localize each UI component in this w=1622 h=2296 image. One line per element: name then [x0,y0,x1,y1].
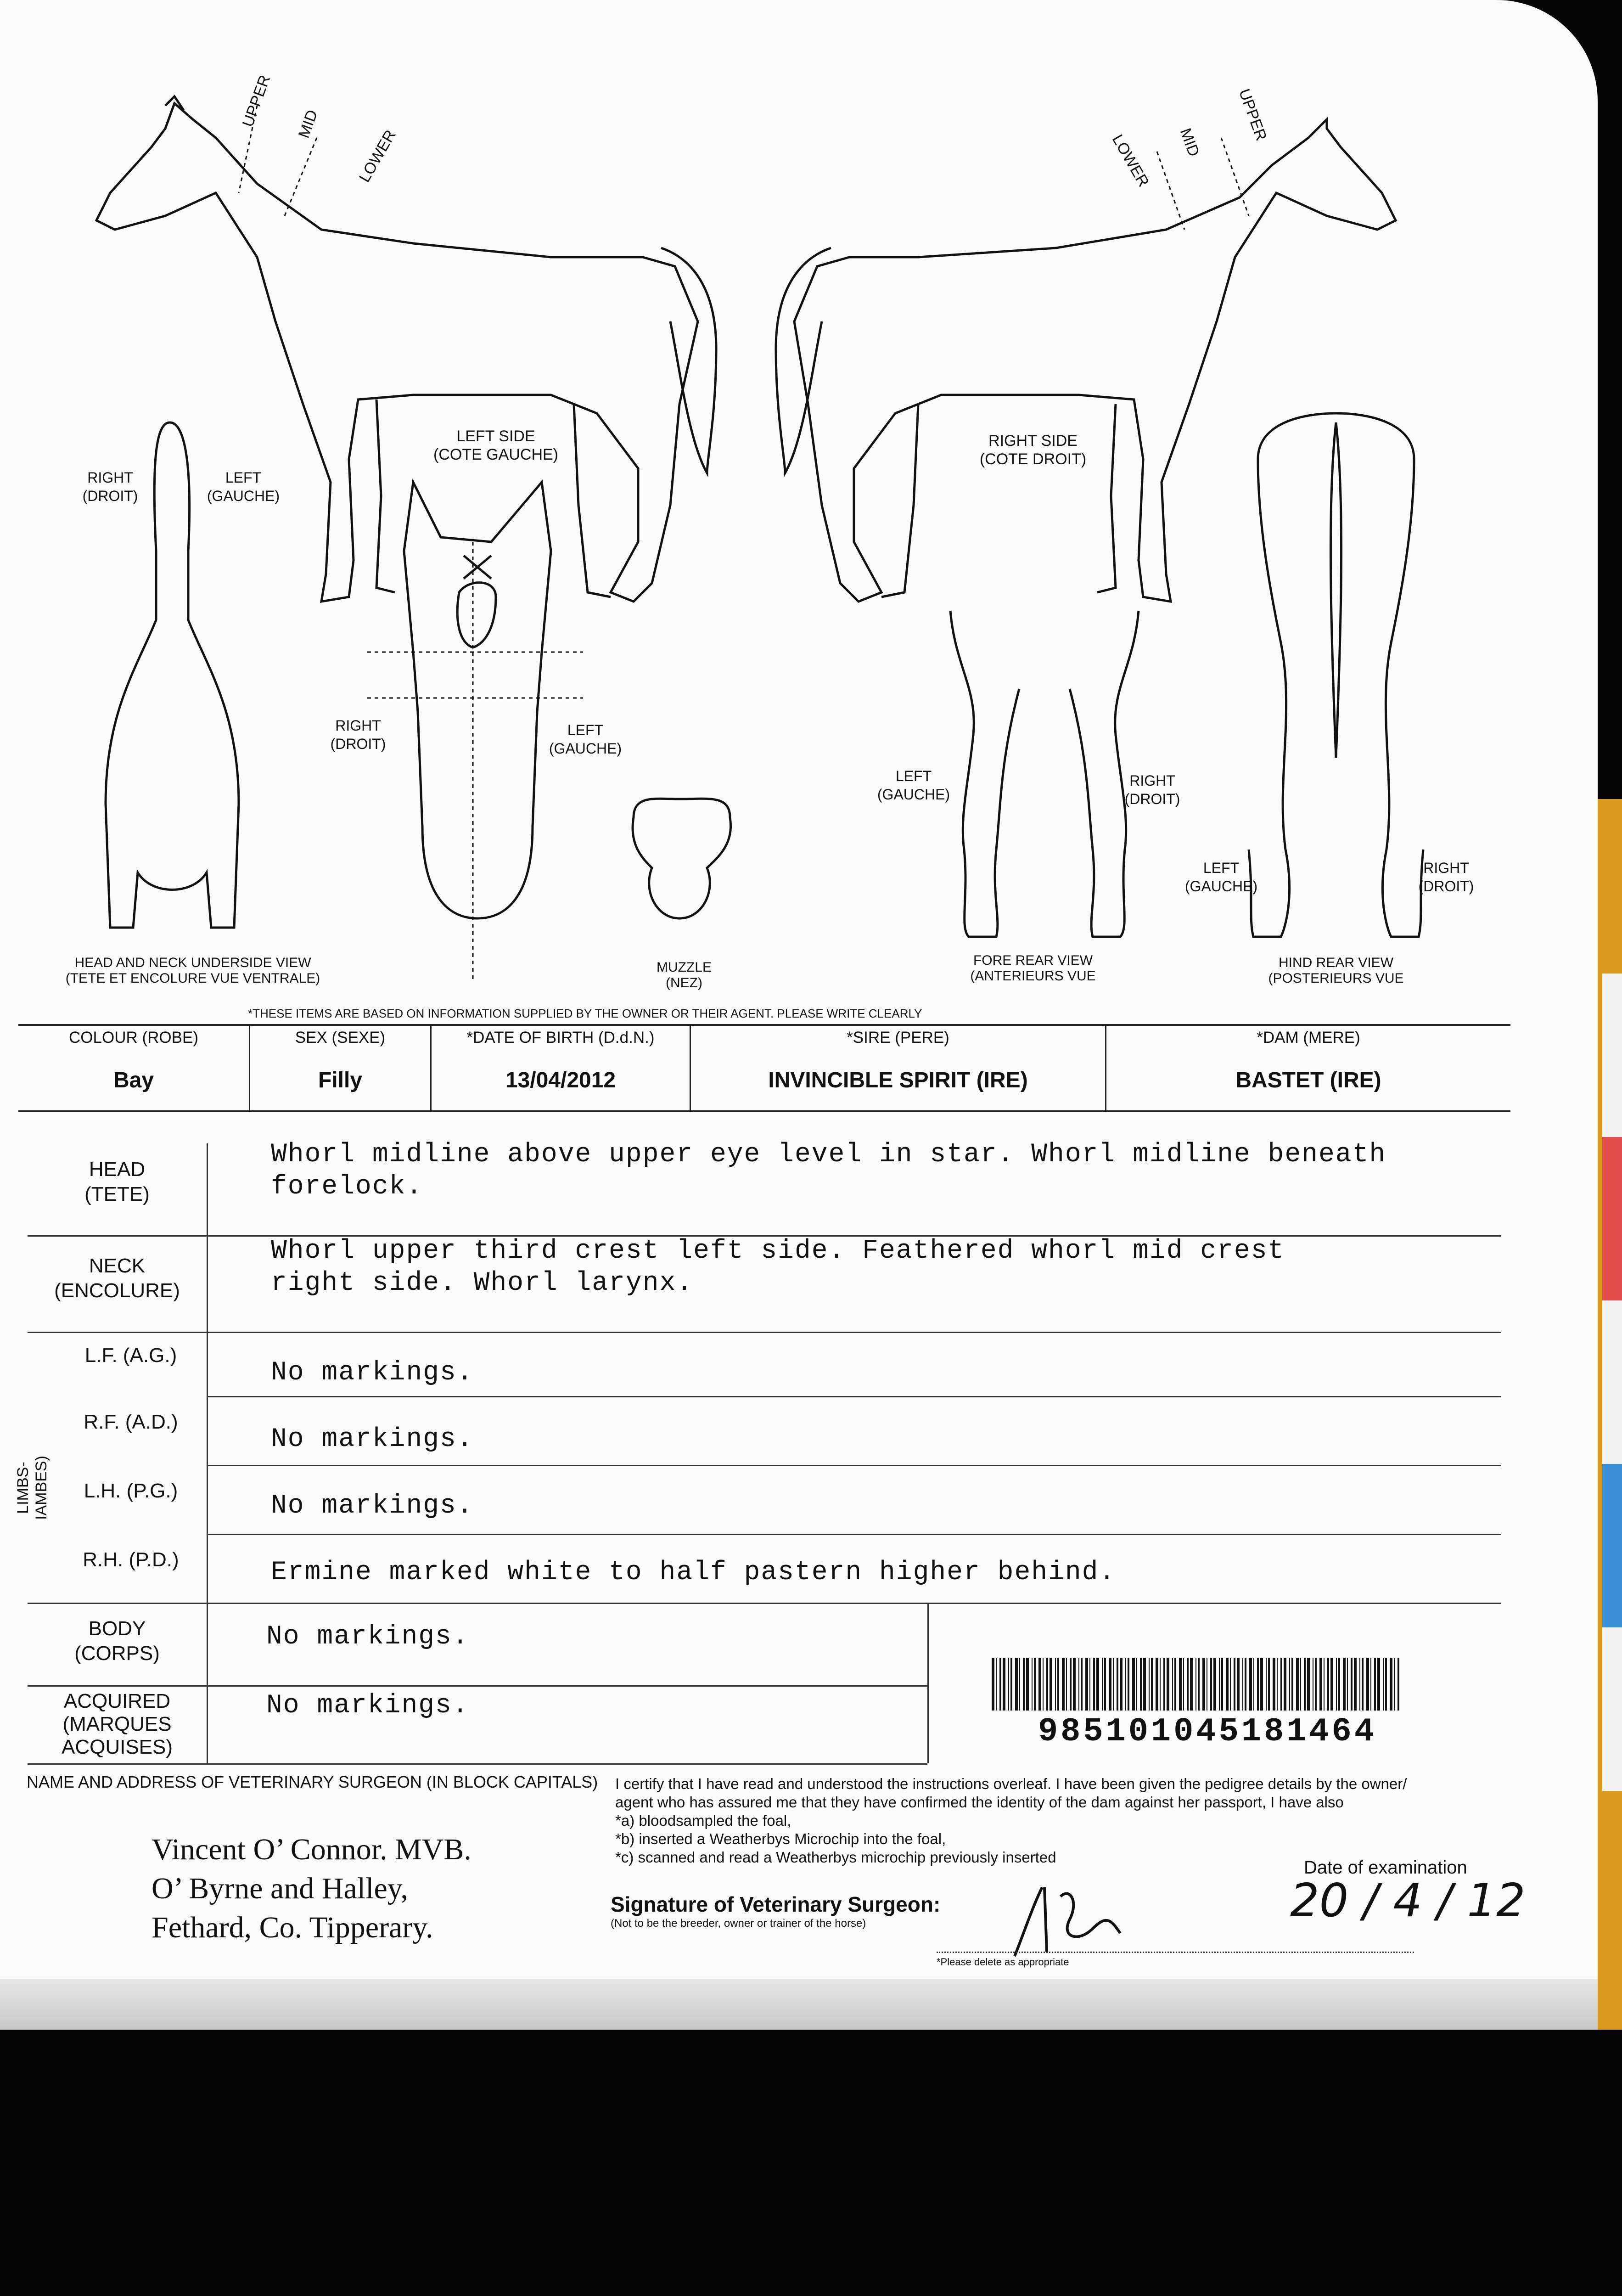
rf-label: R.F. (A.D.) [84,1411,178,1433]
hind-caption: HIND REAR VIEW (POSTERIEURS VUE [1268,955,1404,986]
dob-value: 13/04/2012 [431,1050,690,1111]
lh-markings-text: No markings. [271,1491,474,1521]
folder-tabs [1602,974,1622,1791]
underside-right-label: RIGHT (DROIT) [82,469,138,504]
signature-subtext: (Not to be the breeder, owner or trainer of the horse) [611,1917,866,1930]
microchip-number: 985101045181464 [1038,1713,1377,1750]
dam-header: *DAM (MERE) [1257,1029,1360,1047]
mid-neck-label: MID [295,107,321,141]
delete-footnote: *Please delete as appropriate [937,1956,1069,1968]
underside-caption: HEAD AND NECK UNDERSIDE VIEW (TETE ET ENCOLURE VUE VENTRALE) [65,955,320,986]
sire-value: INVINCIBLE SPIRIT (IRE) [690,1050,1106,1111]
lower-neck-label: LOWER [355,127,399,186]
mid-neck-label-right: MID [1176,126,1203,159]
body-label: BODY (CORPS) [74,1617,160,1665]
microchip-barcode [992,1658,1405,1722]
hind-rear-view [1249,413,1423,937]
certification-text: I certify that I have read and understood the instructions overleaf. I have been given the pedigree details by the owner/ agent who has assured me that they have confirmed the identity of the dam against her passport, I have also *a) bloodsampled the foal, *b) inserted a Weatherbys Microchip into the foal, *c) scanned and read a Weatherbys microchip previously inserted [615,1775,1407,1866]
vet-practice-line: O’ Byrne and Halley, [152,1872,408,1905]
muzzle-caption: MUZZLE (NEZ) [657,960,712,990]
sire-header: *SIRE (PERE) [690,1025,1106,1050]
vet-name-line: Vincent O’ Connor. MVB. [152,1833,471,1866]
rh-markings-text: Ermine marked white to half pastern higher behind. [271,1558,1116,1587]
neck-label: NECK (ENCOLURE) [54,1255,180,1302]
sex-value: Filly [250,1050,431,1111]
hind-right-label: RIGHT (DROIT) [1418,860,1474,895]
rh-label: R.H. (P.D.) [83,1548,179,1571]
limbs-label: LIMBS- IAMBES) [14,1456,50,1520]
head-label: HEAD (TETE) [84,1158,150,1205]
sex-header: SEX (SEXE) [250,1025,431,1050]
acquired-markings-text: No markings. [266,1691,469,1721]
left-side-label: LEFT SIDE (COTE GAUCHE) [433,428,558,463]
upper-neck-label-right: UPPER [1235,86,1270,143]
muzzle-view [633,799,731,918]
right-side-horse [794,119,1396,602]
signature-label: Signature of Veterinary Surgeon: [611,1892,941,1916]
lf-label: L.F. (A.G.) [84,1344,177,1367]
underside-left-label: LEFT (GAUCHE) [207,469,280,504]
upper-neck-label: UPPER [239,73,274,129]
dam-value: BASTET (IRE) [1235,1068,1381,1092]
fore-right-label: RIGHT (DROIT) [1124,772,1180,807]
neck-markings-text: Whorl upper third crest left side. Feathered whorl mid crest right side. Whorl larynx. [271,1236,1285,1298]
owner-info-notice: *THESE ITEMS ARE BASED ON INFORMATION SUPPLIED BY THE OWNER OR THEIR AGENT. PLEASE WRITE CLEARLY [248,1007,922,1020]
colour-value: Bay [18,1050,250,1111]
vet-signature [1001,1869,1139,1961]
fore-caption: FORE REAR VIEW (ANTERIEURS VUE [970,953,1096,984]
right-side-label: RIGHT SIDE (COTE DROIT) [979,432,1087,468]
acquired-label: ACQUIRED (MARQUES ACQUISES) [61,1690,173,1758]
left-side-horse [96,103,698,602]
horse-details-table [18,1024,1510,1112]
exam-date-label: Date of examination [1304,1857,1467,1878]
exam-date-value: 20 / 4 / 12 [1290,1874,1526,1927]
lower-neck-label-right: LOWER [1108,131,1152,190]
head-right-label: RIGHT (DROIT) [330,717,386,752]
vet-address-line: Fethard, Co. Tipperary. [152,1911,433,1944]
lf-markings-text: No markings. [271,1358,474,1388]
lh-label: L.H. (P.G.) [84,1480,178,1502]
head-markings-text: Whorl midline above upper eye level in star. Whorl midline beneath forelock. [271,1140,1386,1202]
horse-diagram [0,0,1598,1010]
head-front-view [404,482,551,918]
hind-left-label: LEFT (GAUCHE) [1184,860,1258,895]
fore-left-label: LEFT (GAUCHE) [877,768,950,803]
rf-markings-text: No markings. [271,1424,474,1454]
head-left-label: LEFT (GAUCHE) [549,722,622,757]
colour-header: COLOUR (ROBE) [18,1025,250,1050]
body-markings-text: No markings. [266,1622,469,1652]
fore-rear-view [950,611,1139,937]
dob-header: *DATE OF BIRTH (D.d.N.) [431,1025,690,1050]
vet-name-header: NAME AND ADDRESS OF VETERINARY SURGEON (IN BLOCK CAPITALS) [27,1773,598,1791]
